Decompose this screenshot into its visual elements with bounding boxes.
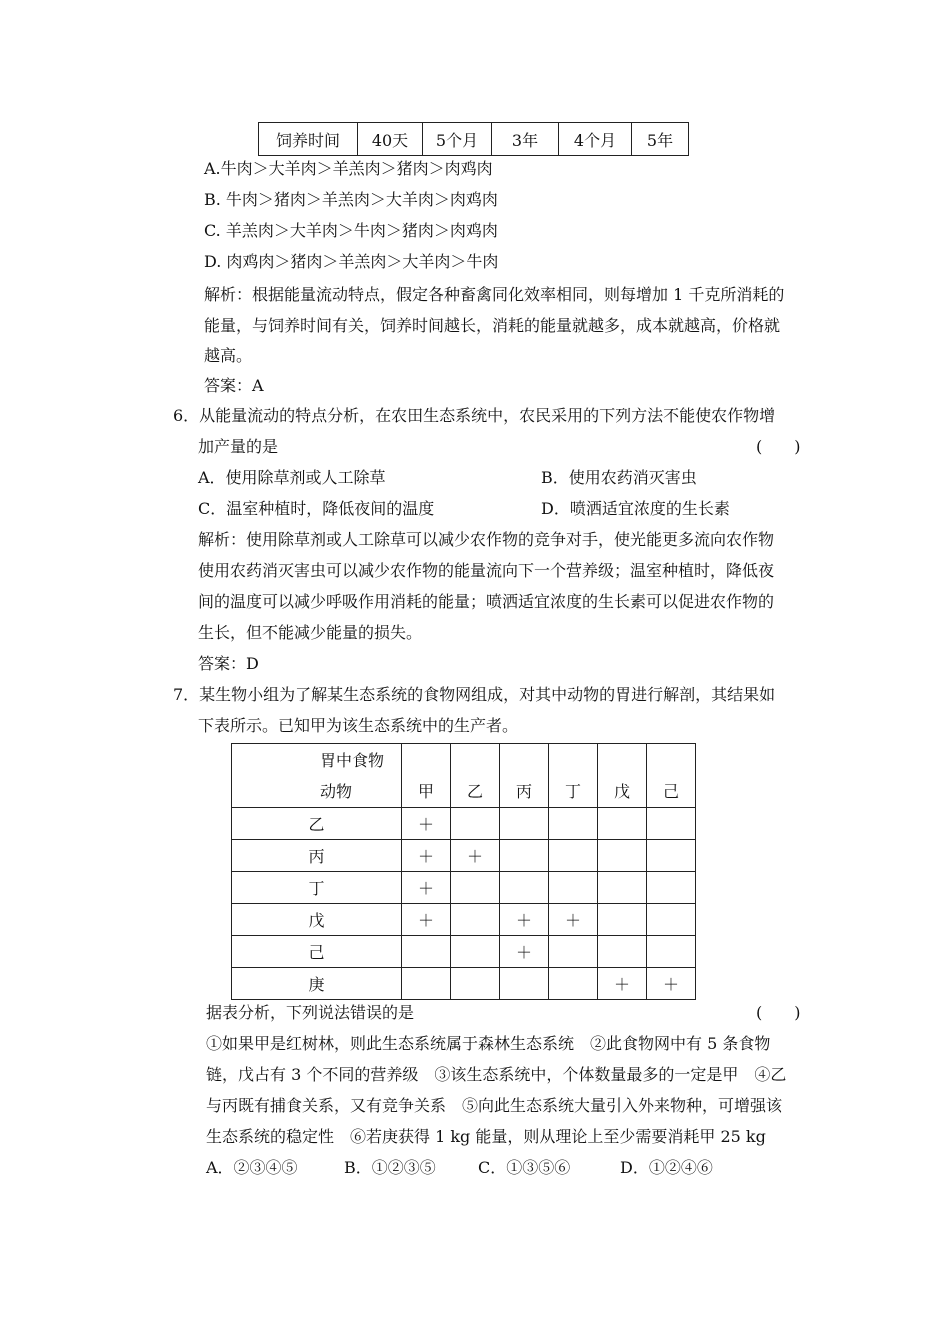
table-cell [500, 872, 549, 904]
table-cell [402, 968, 451, 1000]
row-animal: 丁 [232, 872, 402, 904]
table-cell: 饲养时间 [259, 123, 358, 156]
q7-option-a: A．②③④⑤ [206, 1158, 298, 1177]
table-cell [500, 968, 549, 1000]
table-cell [598, 808, 647, 840]
table-cell [451, 808, 500, 840]
q5-analysis-line: 解析：根据能量流动特点，假定各种畜禽同化效率相同，则每增加 1 千克所消耗的 [204, 285, 785, 304]
table-cell [451, 744, 500, 775]
table-cell: ＋ [598, 968, 647, 1000]
table-header-cell [232, 775, 402, 808]
table-cell: 4个月 [559, 123, 632, 156]
row-animal: 戊 [232, 904, 402, 936]
table-cell [549, 968, 598, 1000]
q7-stem-line: 7．某生物小组为了解某生态系统的食物网组成，对其中动物的胃进行解剖，其结果如 [173, 685, 776, 704]
q6-answer: 答案：D [198, 654, 259, 673]
header-food-label: 胃中食物 [320, 750, 385, 770]
table-cell [549, 872, 598, 904]
table-cell [451, 872, 500, 904]
table-cell [451, 968, 500, 1000]
row-animal: 丙 [232, 840, 402, 872]
q6-stem-line: 加产量的是 [198, 437, 279, 456]
table-cell [647, 744, 696, 775]
table-cell [598, 936, 647, 968]
feeding-time-table [258, 122, 689, 156]
q6-option-a: A．使用除草剂或人工除草 [198, 468, 386, 487]
q7-stem-line: 下表所示。已知甲为该生态系统中的生产者。 [198, 716, 519, 735]
q5-option-a: A.牛肉＞大羊肉＞羊羔肉＞猪肉＞肉鸡肉 [204, 159, 493, 178]
column-header: 丙 [500, 775, 549, 808]
q6-analysis-line: 解析：使用除草剂或人工除草可以减少农作物的竞争对手，使光能更多流向农作物 [198, 530, 775, 549]
q5-option-c: C. 羊羔肉＞大羊肉＞牛肉＞猪肉＞肉鸡肉 [204, 221, 498, 240]
q6-option-c: C．温室种植时，降低夜间的温度 [198, 499, 435, 518]
column-header: 己 [647, 775, 696, 808]
table-cell [549, 840, 598, 872]
q5-option-b: B. 牛肉＞猪肉＞羊羔肉＞大羊肉＞肉鸡肉 [204, 190, 498, 209]
table-cell: 5个月 [423, 123, 492, 156]
column-header: 乙 [451, 775, 500, 808]
table-cell [500, 744, 549, 775]
table-cell [598, 872, 647, 904]
q6-stem-line: 6．从能量流动的特点分析，在农田生态系统中，农民采用的下列方法不能使农作物增 [173, 406, 776, 425]
row-animal: 乙 [232, 808, 402, 840]
table-cell [549, 808, 598, 840]
q7-answer-paren: ( ) [756, 1003, 801, 1022]
q7-question: 据表分析，下列说法错误的是 [206, 1003, 415, 1022]
table-row [232, 840, 696, 872]
table-header-cell [232, 744, 402, 775]
table-cell: ＋ [647, 968, 696, 1000]
table-cell: ＋ [402, 904, 451, 936]
table-cell: ＋ [549, 904, 598, 936]
table-cell [549, 744, 598, 775]
q7-statement-line: 与丙既有捕食关系，又有竞争关系 ⑤向此生态系统大量引入外来物种，可增强该 [206, 1096, 783, 1115]
table-row [232, 872, 696, 904]
table-cell [451, 936, 500, 968]
table-cell: ＋ [402, 872, 451, 904]
q5-answer: 答案：A [204, 376, 264, 395]
header-animal-label: 动物 [320, 782, 353, 802]
table-cell: ＋ [500, 904, 549, 936]
table-cell: 3年 [492, 123, 559, 156]
table-row [232, 808, 696, 840]
table-cell: 40天 [358, 123, 423, 156]
stomach-contents-table [231, 743, 696, 1000]
q7-statement-line: 链，戊占有 3 个不同的营养级 ③该生态系统中，个体数量最多的一定是甲 ④乙 [206, 1065, 787, 1084]
table-row [232, 968, 696, 1000]
q6-analysis-line: 生长，但不能减少能量的损失。 [198, 623, 423, 642]
table-cell [647, 936, 696, 968]
q6-answer-paren: ( ) [756, 437, 801, 456]
q6-analysis-line: 使用农药消灭害虫可以减少农作物的能量流向下一个营养级；温室种植时，降低夜 [198, 561, 775, 580]
table-row [232, 936, 696, 968]
table-cell [402, 744, 451, 775]
q7-option-d: D．①②④⑥ [620, 1158, 713, 1177]
table-cell [500, 840, 549, 872]
q6-option-d: D．喷洒适宜浓度的生长素 [541, 499, 730, 518]
table-cell [647, 872, 696, 904]
table-cell [647, 840, 696, 872]
q5-analysis-line: 能量，与饲养时间有关，饲养时间越长，消耗的能量就越多，成本就越高，价格就 [204, 316, 781, 335]
table-cell [598, 904, 647, 936]
table-cell [647, 904, 696, 936]
q5-option-d: D. 肉鸡肉＞猪肉＞羊羔肉＞大羊肉＞牛肉 [204, 252, 499, 271]
table-row [232, 904, 696, 936]
table-cell: ＋ [451, 840, 500, 872]
table-cell [598, 840, 647, 872]
column-header: 戊 [598, 775, 647, 808]
table-cell: ＋ [402, 808, 451, 840]
column-header: 甲 [402, 775, 451, 808]
q6-option-b: B．使用农药消灭害虫 [541, 468, 697, 487]
table-cell: ＋ [402, 840, 451, 872]
q7-option-b: B．①②③⑤ [344, 1158, 436, 1177]
column-header: 丁 [549, 775, 598, 808]
table-cell [598, 744, 647, 775]
q7-statement-line: 生态系统的稳定性 ⑥若庚获得 1 kg 能量，则从理论上至少需要消耗甲 25 kg [206, 1127, 766, 1146]
q7-option-c: C．①③⑤⑥ [478, 1158, 571, 1177]
row-animal: 庚 [232, 968, 402, 1000]
q5-analysis-line: 越高。 [204, 346, 253, 365]
row-animal: 己 [232, 936, 402, 968]
table-cell [647, 808, 696, 840]
table-cell [549, 936, 598, 968]
table-cell: ＋ [500, 936, 549, 968]
q6-analysis-line: 间的温度可以减少呼吸作用消耗的能量；喷洒适宜浓度的生长素可以促进农作物的 [198, 592, 775, 611]
table-cell: 5年 [632, 123, 689, 156]
table-cell [402, 936, 451, 968]
table-cell [451, 904, 500, 936]
table-cell [500, 808, 549, 840]
q7-statement-line: ①如果甲是红树林，则此生态系统属于森林生态系统 ②此食物网中有 5 条食物 [206, 1034, 771, 1053]
